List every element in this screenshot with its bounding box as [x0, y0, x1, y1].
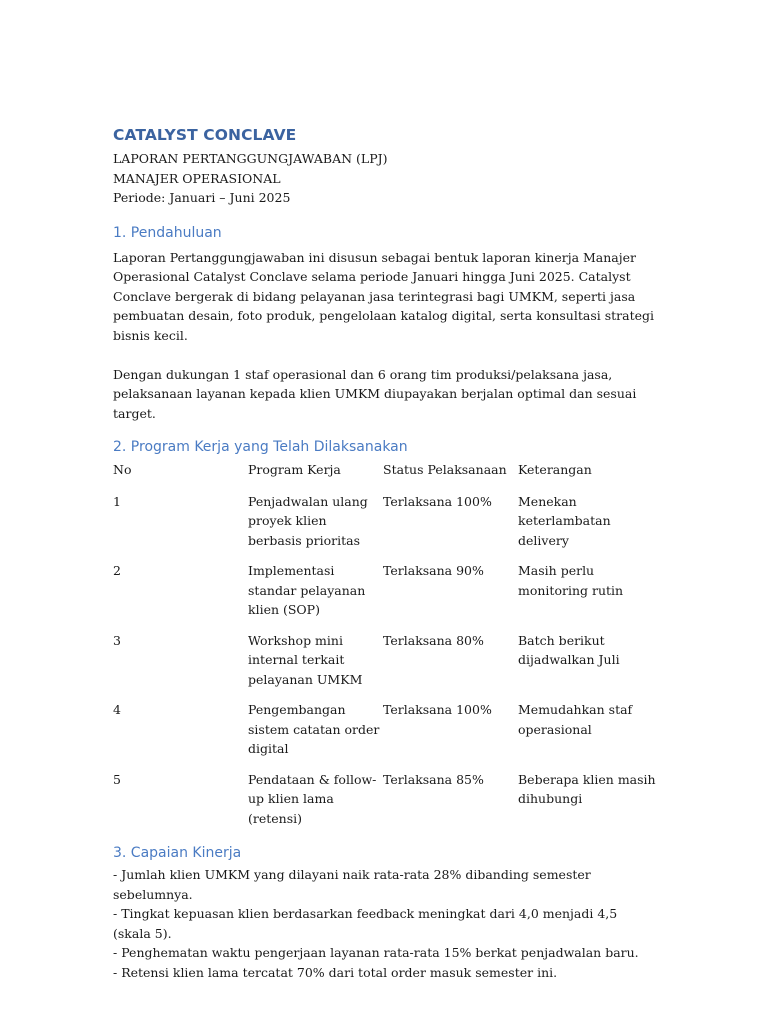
table-row: [113, 561, 658, 631]
section-heading-program-kerja: 2. Program Kerja yang Telah Dilaksanakan: [113, 439, 408, 455]
cell-no: 5: [113, 771, 121, 787]
cell-keterangan: Batch berikut dijadwalkan Juli: [518, 632, 620, 667]
cell-keterangan: Masih perlu monitoring rutin: [518, 563, 624, 598]
cell-status: Terlaksana 90%: [383, 563, 484, 578]
cell-no: 4: [113, 702, 121, 717]
table-row: [113, 700, 658, 770]
cell-no: 1: [113, 493, 121, 509]
list-item: - Jumlah klien UMKM yang dilayani naik rata-rata 28% dibanding semester sebelumnya.: [113, 867, 591, 902]
capaian-list: [113, 865, 658, 982]
cell-program: Workshop mini internal terkait pelayanan UMKM: [248, 632, 363, 687]
intro-paragraph-2: Dengan dukungan 1 staf operasional dan 6 orang tim produksi/pelaksana jasa, pelaksanaan layanan kepada klien UMKM diupayakan berjalan optimal dan sesuai target.: [113, 366, 637, 421]
column-header-keterangan: Keterangan: [518, 462, 592, 477]
report-type: LAPORAN PERTANGGUNGJAWABAN (LPJ): [113, 151, 388, 166]
cell-keterangan: Menekan keterlambatan delivery: [518, 493, 611, 548]
cell-program: Penjadwalan ulang proyek klien berbasis prioritas: [248, 493, 368, 548]
cell-no: 2: [113, 563, 121, 578]
document-page: [113, 124, 658, 982]
cell-keterangan: Memudahkan staf operasional: [518, 702, 633, 737]
cell-keterangan: Beberapa klien masih dihubungi: [518, 771, 656, 806]
report-role: MANAJER OPERASIONAL: [113, 170, 281, 186]
table-row: [113, 492, 658, 562]
cell-program: Pendataan & follow-up klien lama (retensi): [248, 771, 377, 826]
table-row: [113, 631, 658, 701]
list-item: - Tingkat kepuasan klien berdasarkan feedback meningkat dari 4,0 menjadi 4,5 (skala 5).: [113, 906, 618, 941]
cell-status: Terlaksana 85%: [383, 771, 484, 787]
cell-status: Terlaksana 80%: [383, 632, 484, 648]
intro-paragraph-1: Laporan Pertanggungjawaban ini disusun sebagai bentuk laporan kinerja Manajer Operasional Catalyst Conclave selama periode Januari hingga Juni 2025. Catalyst Conclave bergerak di bidang pelayanan jasa terintegrasi bagi UMKM, seperti jasa pembuatan desain, foto produk, pengelolaan katalog digital, serta konsultasi strategi bisnis kecil.: [113, 249, 654, 343]
program-kerja-table: [113, 460, 658, 839]
document-title: CATALYST CONCLAVE: [113, 126, 297, 144]
cell-no: 3: [113, 632, 121, 648]
column-header-program: Program Kerja: [248, 462, 341, 477]
list-item: - Penghematan waktu pengerjaan layanan rata-rata 15% berkat penjadwalan baru.: [113, 945, 639, 960]
table-row: [113, 770, 658, 840]
cell-status: Terlaksana 100%: [383, 702, 492, 717]
cell-status: Terlaksana 100%: [383, 493, 492, 509]
section-heading-pendahuluan: 1. Pendahuluan: [113, 224, 222, 241]
cell-program: Implementasi standar pelayanan klien (SOP): [248, 563, 366, 617]
table-header-row: [113, 460, 658, 492]
section-heading-capaian-kinerja: 3. Capaian Kinerja: [113, 845, 242, 861]
list-item: - Retensi klien lama tercatat 70% dari total order masuk semester ini.: [113, 964, 558, 980]
column-header-no: No: [113, 462, 132, 477]
report-period: Periode: Januari – Juni 2025: [113, 190, 291, 205]
column-header-status: Status Pelaksanaan: [383, 462, 507, 477]
cell-program: Pengembangan sistem catatan order digital: [248, 702, 380, 756]
